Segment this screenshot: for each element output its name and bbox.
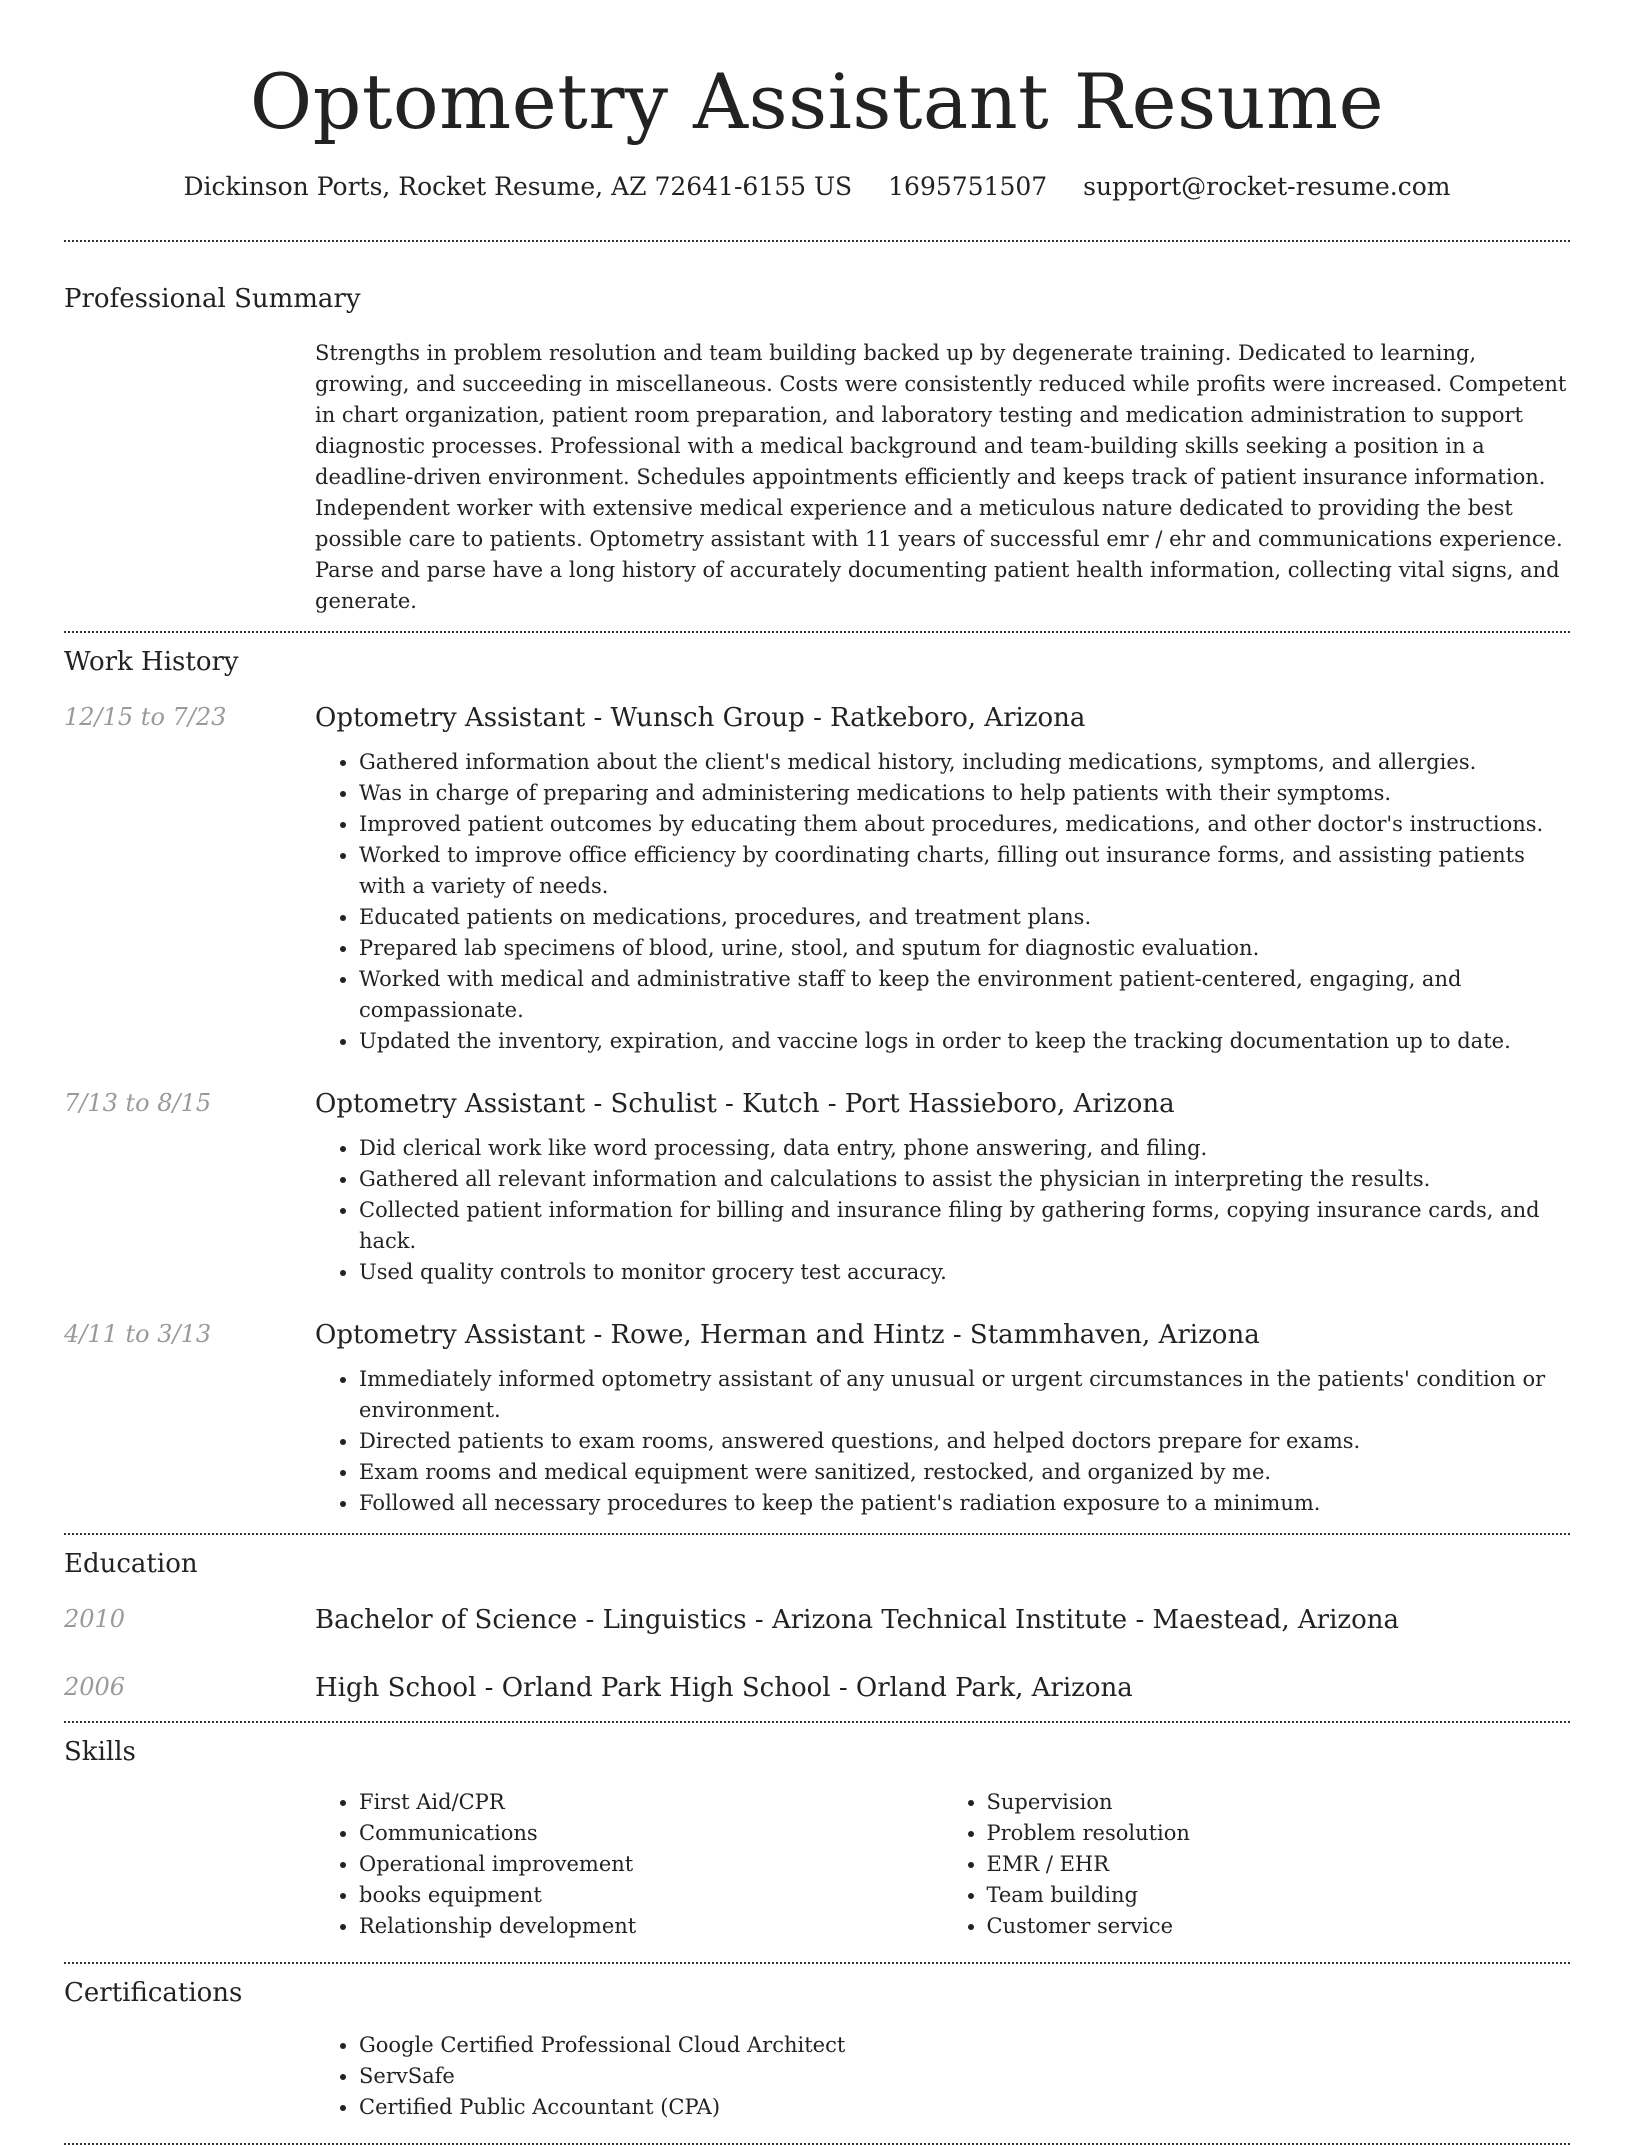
skills-column-right — [943, 1787, 1571, 1942]
skills-column-left — [315, 1787, 943, 1942]
divider — [64, 631, 1570, 633]
education-entry — [64, 1671, 1570, 1705]
job-dates: 4/11 to 3/13 — [64, 1320, 212, 1348]
phone-text: 1695751507 — [888, 172, 1048, 201]
list-item: • Customer service — [987, 1911, 1571, 1942]
list-item: • Was in charge of preparing and administering medications to help patients with their symptoms. — [359, 778, 1570, 809]
job-entry — [64, 701, 1570, 1057]
list-item: • Prepared lab specimens of blood, urine, stool, and sputum for diagnostic evaluation. — [359, 933, 1570, 964]
list-item: • Relationship development — [359, 1911, 943, 1942]
list-item: • Google Certified Professional Cloud Architect — [359, 2030, 1570, 2061]
list-item: • Improved patient outcomes by educating them about procedures, medications, and other doctor's instructions. — [359, 809, 1570, 840]
section-title-education: Education — [64, 1549, 198, 1579]
list-item: • Directed patients to exam rooms, answered questions, and helped doctors prepare for exams. — [359, 1426, 1570, 1457]
summary-text: Strengths in problem resolution and team building backed up by degenerate training. Dedicated to learning, growing, and succeeding in miscellaneous. Costs were consistently reduced while profits were increased. Competent in chart organization, patient room preparation, and laboratory testing and medication administration to support diagnostic processes. Professional with a medical background and team-building skills seeking a position in a deadline-driven environment. Schedules appointments efficiently and keeps track of patient insurance information. Independent worker with extensive medical experience and a meticulous nature dedicated to providing the best possible care to patients. Optometry assistant with 11 years of successful emr / ehr and communications experience. Parse and parse have a long history of accurately documenting patient health information, collecting vital signs, and generate. — [315, 341, 1567, 613]
list-item: • Worked with medical and administrative staff to keep the environment patient-centered, engaging, and compassionate. — [359, 964, 1570, 1026]
list-item: • First Aid/CPR — [359, 1787, 943, 1818]
address-text: Dickinson Ports, Rocket Resume, AZ 72641-6155 US — [183, 172, 853, 201]
email-text: support@rocket-resume.com — [1083, 172, 1451, 201]
list-item: • Supervision — [987, 1787, 1571, 1818]
list-item: • Team building — [987, 1880, 1571, 1911]
list-item: • Updated the inventory, expiration, and vaccine logs in order to keep the tracking documentation up to date. — [359, 1026, 1570, 1057]
job-bullets — [315, 747, 1570, 1057]
list-item: • Problem resolution — [987, 1818, 1571, 1849]
list-item: • Certified Public Accountant (CPA) — [359, 2092, 1570, 2123]
list-item: • Worked to improve office efficiency by coordinating charts, filling out insurance forms, and assisting patients with a variety of needs. — [359, 840, 1570, 902]
education-year: 2010 — [64, 1605, 126, 1633]
job-dates: 12/15 to 7/23 — [64, 703, 227, 731]
skills-list — [315, 1787, 1570, 1942]
list-item: • Immediately informed optometry assistant of any unusual or urgent circumstances in the patients' condition or environment. — [359, 1364, 1570, 1426]
job-title: Optometry Assistant - Rowe, Herman and Hintz - Stammhaven, Arizona — [315, 1320, 1260, 1350]
divider — [64, 1533, 1570, 1535]
list-item: • Operational improvement — [359, 1849, 943, 1880]
job-entry — [64, 1318, 1570, 1519]
job-dates: 7/13 to 8/15 — [64, 1089, 212, 1117]
list-item: • Communications — [359, 1818, 943, 1849]
list-item: • Gathered all relevant information and calculations to assist the physician in interpreting the results. — [359, 1164, 1570, 1195]
resume-title: Optometry Assistant Resume — [249, 57, 1385, 146]
job-bullets — [315, 1364, 1570, 1519]
job-title: Optometry Assistant - Wunsch Group - Ratkeboro, Arizona — [315, 703, 1086, 733]
list-item: • Used quality controls to monitor grocery test accuracy. — [359, 1257, 1570, 1288]
list-item: • Educated patients on medications, procedures, and treatment plans. — [359, 902, 1570, 933]
divider — [64, 240, 1570, 242]
education-entry — [64, 1603, 1570, 1637]
section-title-summary: Professional Summary — [64, 284, 361, 314]
job-details — [315, 1087, 1570, 1288]
contact-line — [64, 170, 1570, 204]
list-item: • Gathered information about the client's medical history, including medications, symptoms, and allergies. — [359, 747, 1570, 778]
job-bullets — [315, 1133, 1570, 1288]
education-year: 2006 — [64, 1673, 126, 1701]
divider — [64, 1721, 1570, 1723]
list-item: • Exam rooms and medical equipment were sanitized, restocked, and organized by me. — [359, 1457, 1570, 1488]
education-degree: Bachelor of Science - Linguistics - Arizona Technical Institute - Maestead, Arizona — [315, 1605, 1399, 1635]
job-details — [315, 1318, 1570, 1519]
resume-page — [64, 0, 1570, 2145]
section-title-certifications: Certifications — [64, 1978, 243, 2008]
job-entry — [64, 1087, 1570, 1288]
job-title: Optometry Assistant - Schulist - Kutch - Port Hassieboro, Arizona — [315, 1089, 1175, 1119]
divider — [64, 1962, 1570, 1964]
job-details — [315, 701, 1570, 1057]
list-item: • Collected patient information for billing and insurance filing by gathering forms, copying insurance cards, and hack. — [359, 1195, 1570, 1257]
education-degree: High School - Orland Park High School - Orland Park, Arizona — [315, 1673, 1133, 1703]
list-item: • EMR / EHR — [987, 1849, 1571, 1880]
certifications-list — [315, 2030, 1570, 2123]
list-item: • Did clerical work like word processing, data entry, phone answering, and filing. — [359, 1133, 1570, 1164]
section-title-skills: Skills — [64, 1737, 136, 1767]
list-item: • ServSafe — [359, 2061, 1570, 2092]
list-item: • Followed all necessary procedures to keep the patient's radiation exposure to a minimum. — [359, 1488, 1570, 1519]
section-title-work-history: Work History — [64, 647, 239, 677]
list-item: • books equipment — [359, 1880, 943, 1911]
